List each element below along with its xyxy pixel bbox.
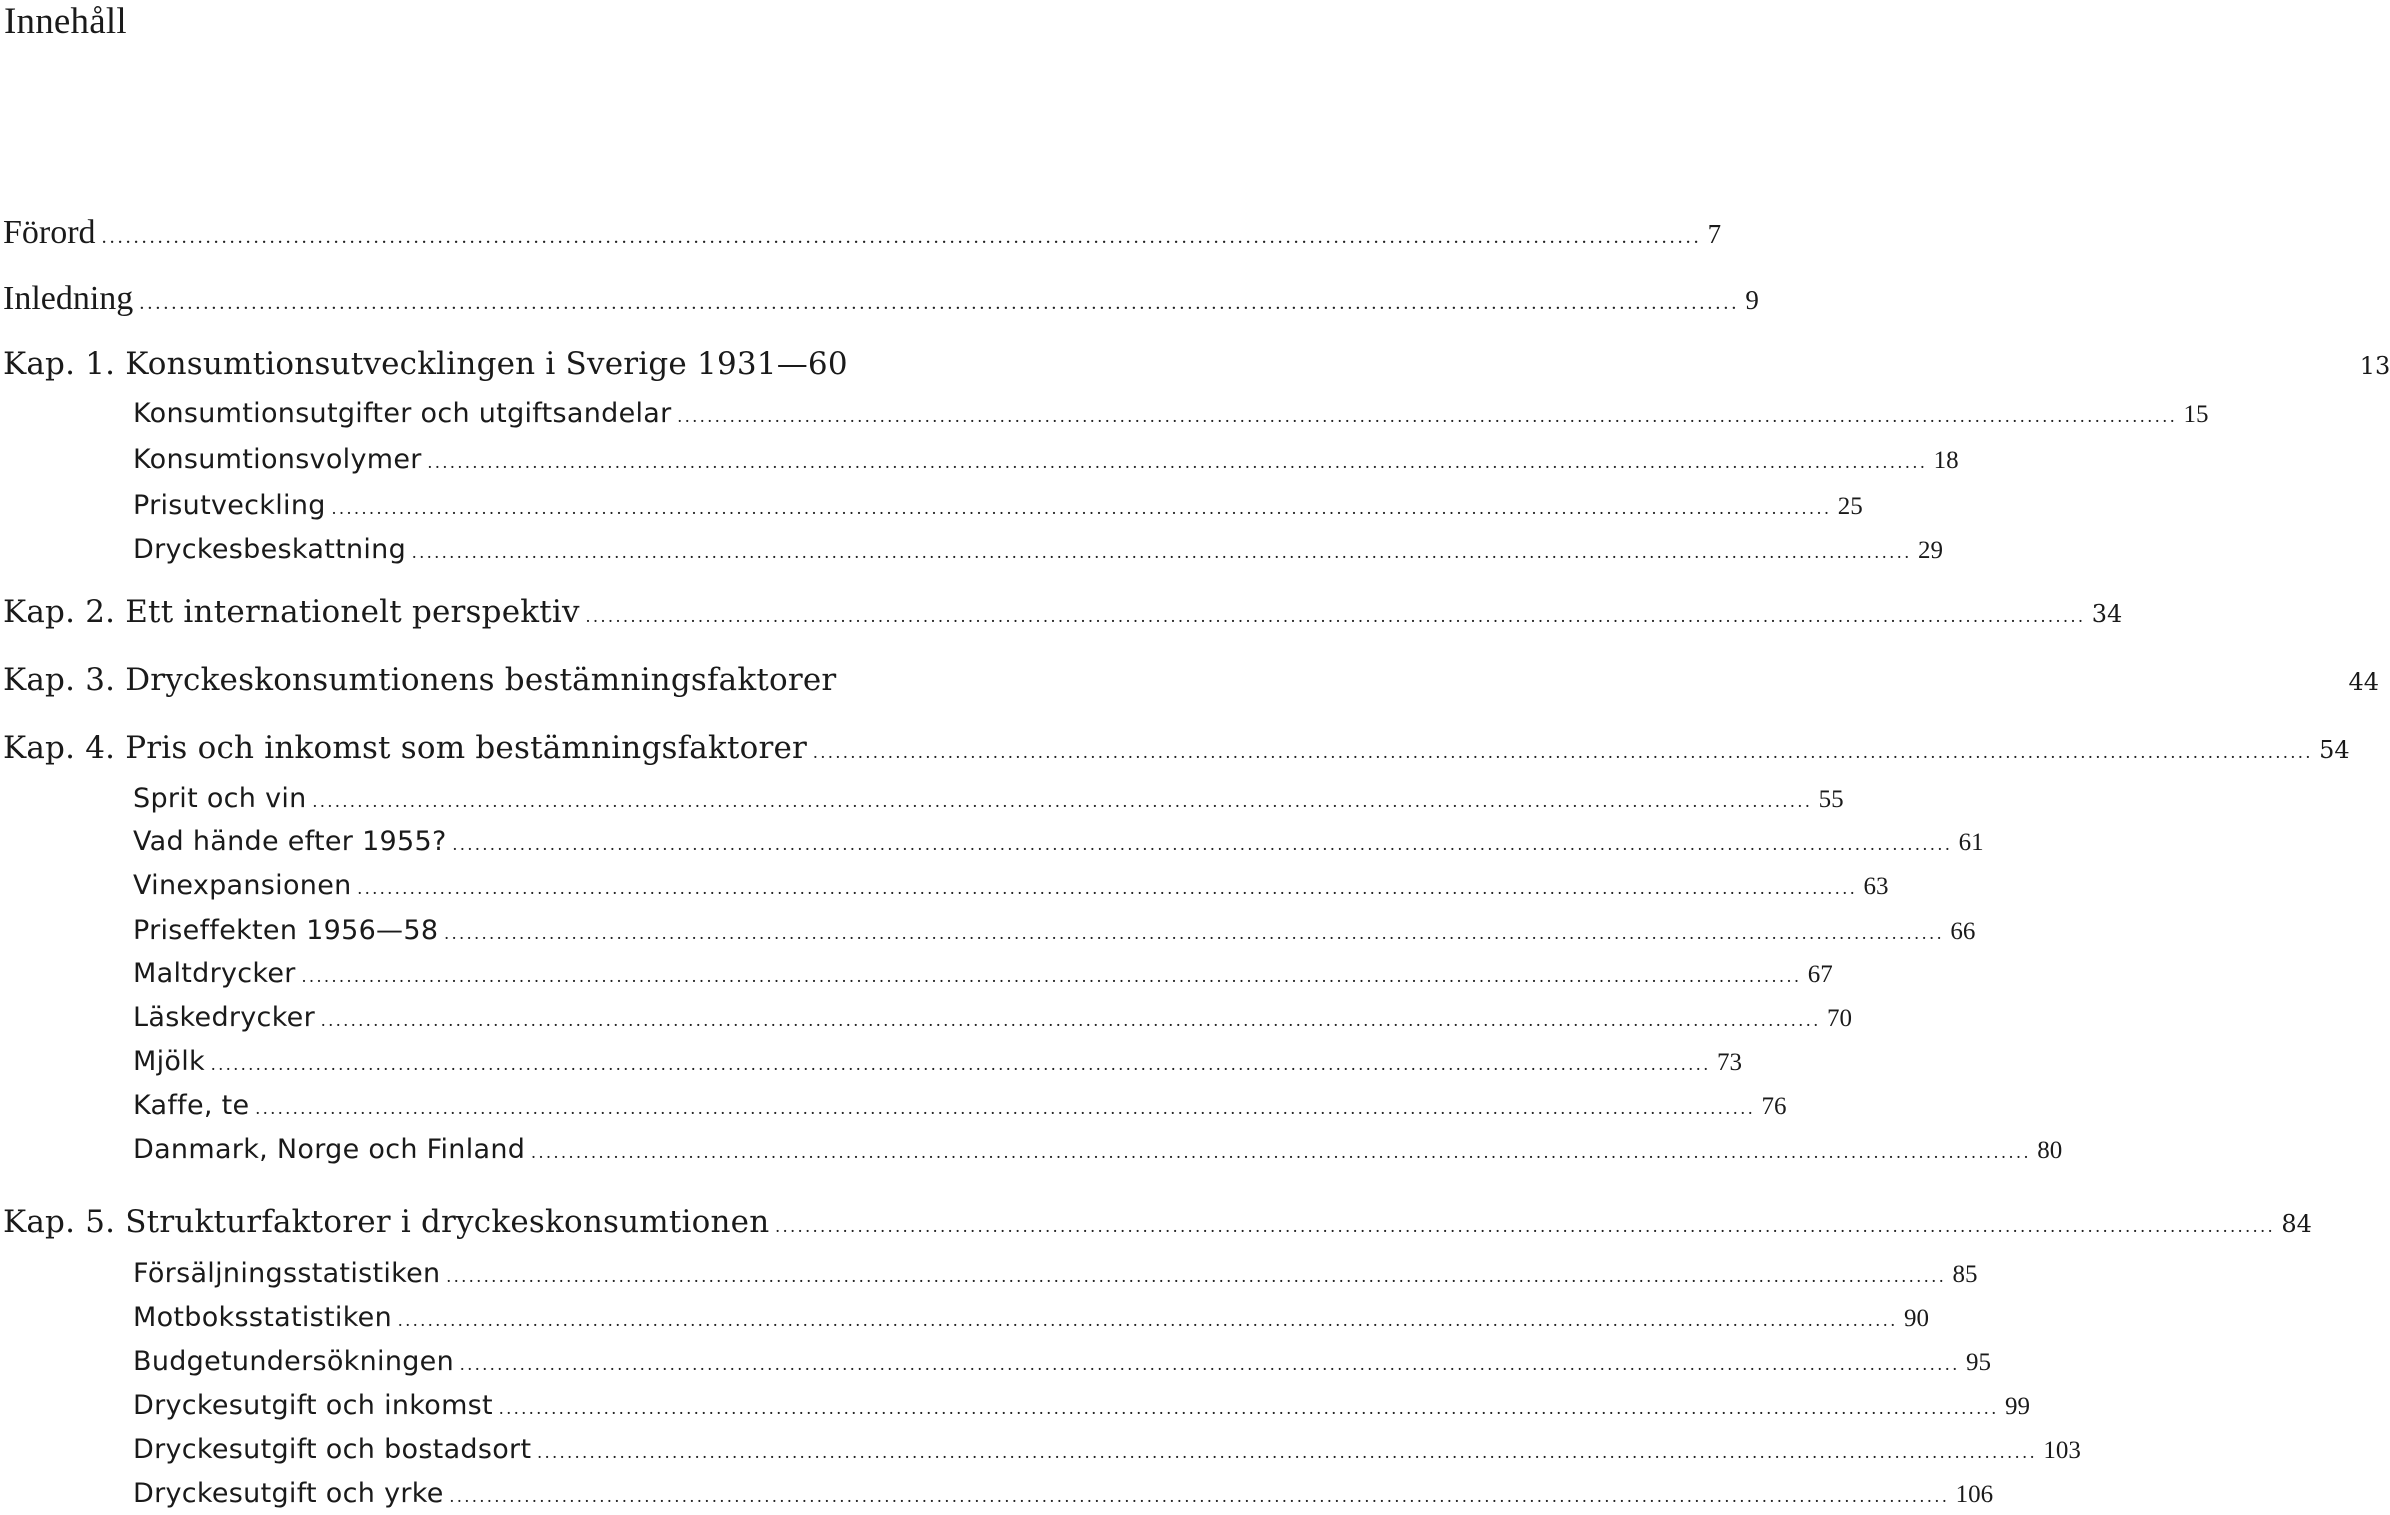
dot-leader: ........................................................................................................................................................................................................	[412, 542, 1913, 562]
toc-entry	[0, 1302, 1929, 1333]
toc-entry-label: Kaffe, te	[133, 1090, 250, 1121]
toc-entry-label: Kap. 1. Konsumtionsutvecklingen i Sverige 1931—60	[3, 346, 848, 382]
dot-leader: ........................................................................................................................................................................................................	[452, 834, 1953, 854]
toc-entry-page-number: 25	[1837, 493, 1863, 520]
toc-entry-page-number: 85	[1952, 1261, 1978, 1288]
dot-leader: ........................................................................................................................................................................................................	[210, 1054, 1711, 1074]
dot-leader: ........................................................................................................................................................................................................	[444, 923, 1945, 943]
toc-entry	[0, 1204, 2312, 1240]
toc-entry-label: Konsumtionsvolymer	[133, 444, 422, 475]
dot-leader: ........................................................................................................................................................................................................	[357, 878, 1858, 898]
toc-entry	[0, 1046, 1742, 1077]
toc-entry-page-number: 9	[1745, 285, 1759, 315]
toc-entry-page-number: 99	[2004, 1393, 2030, 1420]
toc-entry-label: Vinexpansionen	[133, 870, 352, 901]
toc-entry-label: Dryckesutgift och yrke	[133, 1478, 444, 1509]
toc-entry-page-number: 106	[1955, 1481, 1994, 1508]
dot-leader: ........................................................................................................................................................................................................	[446, 1266, 1947, 1286]
dot-leader: ........................................................................................................................................................................................................	[585, 606, 2086, 626]
toc-entry-label: Kap. 4. Pris och inkomst som bestämningsfaktorer	[3, 730, 808, 766]
toc-entry	[0, 958, 1833, 989]
toc-entry-page-number: 90	[1904, 1305, 1929, 1332]
toc-entry	[0, 594, 2123, 630]
toc-entry-label: Danmark, Norge och Finland	[133, 1134, 526, 1165]
toc-entry-page-number: 73	[1716, 1049, 1742, 1076]
toc-entry-label: Dryckesbeskattning	[133, 534, 407, 565]
toc-entry	[0, 870, 1889, 901]
toc-entry	[0, 730, 2350, 766]
toc-entry-label: Inledning	[3, 280, 134, 317]
dot-leader: ........................................................................................................................................................................................................	[255, 1098, 1756, 1118]
toc-entry	[0, 1002, 1852, 1033]
toc-entry	[0, 915, 1976, 946]
toc-entry-label: Kap. 2. Ett internationelt perspektiv	[3, 594, 580, 630]
toc-entry	[0, 214, 1722, 252]
toc-entry-label: Dryckesutgift och bostadsort	[133, 1434, 532, 1465]
dot-leader: ........................................................................................................................................................................................................	[139, 292, 1740, 314]
toc-entry-page-number: 61	[1958, 829, 1984, 856]
toc-entry-label: Sprit och vin	[133, 783, 307, 814]
dot-leader: ........................................................................................................................................................................................................	[312, 791, 1813, 811]
toc-entry-label: Priseffekten 1956—58	[133, 915, 439, 946]
toc-entry-page-number: 34	[2091, 600, 2123, 628]
dot-leader: ........................................................................................................................................................................................................	[101, 226, 1702, 248]
toc-entry	[0, 346, 2390, 382]
dot-leader: ........................................................................................................................................................................................................	[398, 1310, 1898, 1330]
toc-entry-page-number: 18	[1933, 447, 1959, 474]
toc-entry	[0, 662, 2379, 698]
dot-leader: ........................................................................................................................................................................................................	[531, 1142, 2032, 1162]
toc-entry-page-number: 76	[1761, 1093, 1787, 1120]
toc-entry-page-number: 70	[1827, 1005, 1852, 1032]
toc-entry	[0, 1090, 1787, 1121]
toc-entry-label: Förord	[3, 214, 96, 251]
toc-entry-page-number: 80	[2037, 1137, 2063, 1164]
toc-entry-label: Motboksstatistiken	[133, 1302, 392, 1333]
toc-entry-page-number: 95	[1966, 1349, 1991, 1376]
dot-leader: ........................................................................................................................................................................................................	[775, 1216, 2276, 1236]
toc-entry-page-number: 67	[1807, 961, 1833, 988]
dot-leader: ........................................................................................................................................................................................................	[677, 406, 2178, 426]
toc-entry-label: Läskedrycker	[133, 1002, 315, 1033]
toc-entry-page-number: 66	[1950, 918, 1976, 945]
toc-entry-label: Dryckesutgift och inkomst	[133, 1390, 493, 1421]
toc-entry-page-number: 84	[2281, 1210, 2312, 1238]
toc-entry-page-number: 13	[2359, 352, 2390, 380]
toc-entry-label: Budgetundersökningen	[133, 1346, 454, 1377]
toc-entry	[0, 1390, 2030, 1421]
toc-entry-label: Konsumtionsutgifter och utgiftsandelar	[133, 398, 672, 429]
toc-entry-label: Försäljningsstatistiken	[133, 1258, 441, 1289]
dot-leader: ........................................................................................................................................................................................................	[537, 1442, 2038, 1462]
toc-entry-label: Kap. 3. Dryckeskonsumtionens bestämningsfaktorer	[3, 662, 837, 698]
dot-leader: ........................................................................................................................................................................................................	[301, 966, 1802, 986]
toc-entry	[0, 1434, 2081, 1465]
dot-leader: ........................................................................................................................................................................................................	[460, 1354, 1960, 1374]
toc-entry	[0, 783, 1844, 814]
toc-entry-page-number: 29	[1918, 537, 1944, 564]
dot-leader: ........................................................................................................................................................................................................	[331, 498, 1832, 518]
dot-leader: ........................................................................................................................................................................................................	[813, 742, 2314, 762]
toc-entry-label: Vad hände efter 1955?	[133, 826, 447, 857]
toc-entry	[0, 1134, 2063, 1165]
toc-entry-page-number: 55	[1818, 786, 1844, 813]
toc-entry-label: Mjölk	[133, 1046, 205, 1077]
dot-leader: ........................................................................................................................................................................................................	[321, 1010, 1821, 1030]
toc-entry-label: Maltdrycker	[133, 958, 296, 989]
dot-leader: ........................................................................................................................................................................................................	[449, 1486, 1950, 1506]
toc-entry-page-number: 15	[2183, 401, 2209, 428]
dot-leader: ........................................................................................................................................................................................................	[427, 452, 1928, 472]
toc-entry	[0, 826, 1984, 857]
toc-entry-page-number: 7	[1707, 219, 1722, 249]
toc-entry	[0, 490, 1863, 521]
toc-entry	[0, 280, 1759, 318]
page-title: Innehåll	[4, 1, 127, 42]
toc-entry-label: Prisutveckling	[133, 490, 326, 521]
toc-entry-page-number: 103	[2043, 1437, 2081, 1464]
dot-leader: ........................................................................................................................................................................................................	[498, 1398, 1999, 1418]
toc-entry-page-number: 44	[2348, 668, 2379, 696]
toc-entry	[0, 1478, 1994, 1509]
toc-entry-label: Kap. 5. Strukturfaktorer i dryckeskonsumtionen	[3, 1204, 770, 1240]
toc-entry	[0, 1346, 1991, 1377]
toc-entry-page-number: 63	[1863, 873, 1889, 900]
toc-entry-page-number: 54	[2319, 736, 2350, 764]
toc-entry	[0, 1258, 1978, 1289]
toc-entry	[0, 534, 1944, 565]
toc-entry	[0, 444, 1959, 475]
toc-entry	[0, 398, 2209, 429]
